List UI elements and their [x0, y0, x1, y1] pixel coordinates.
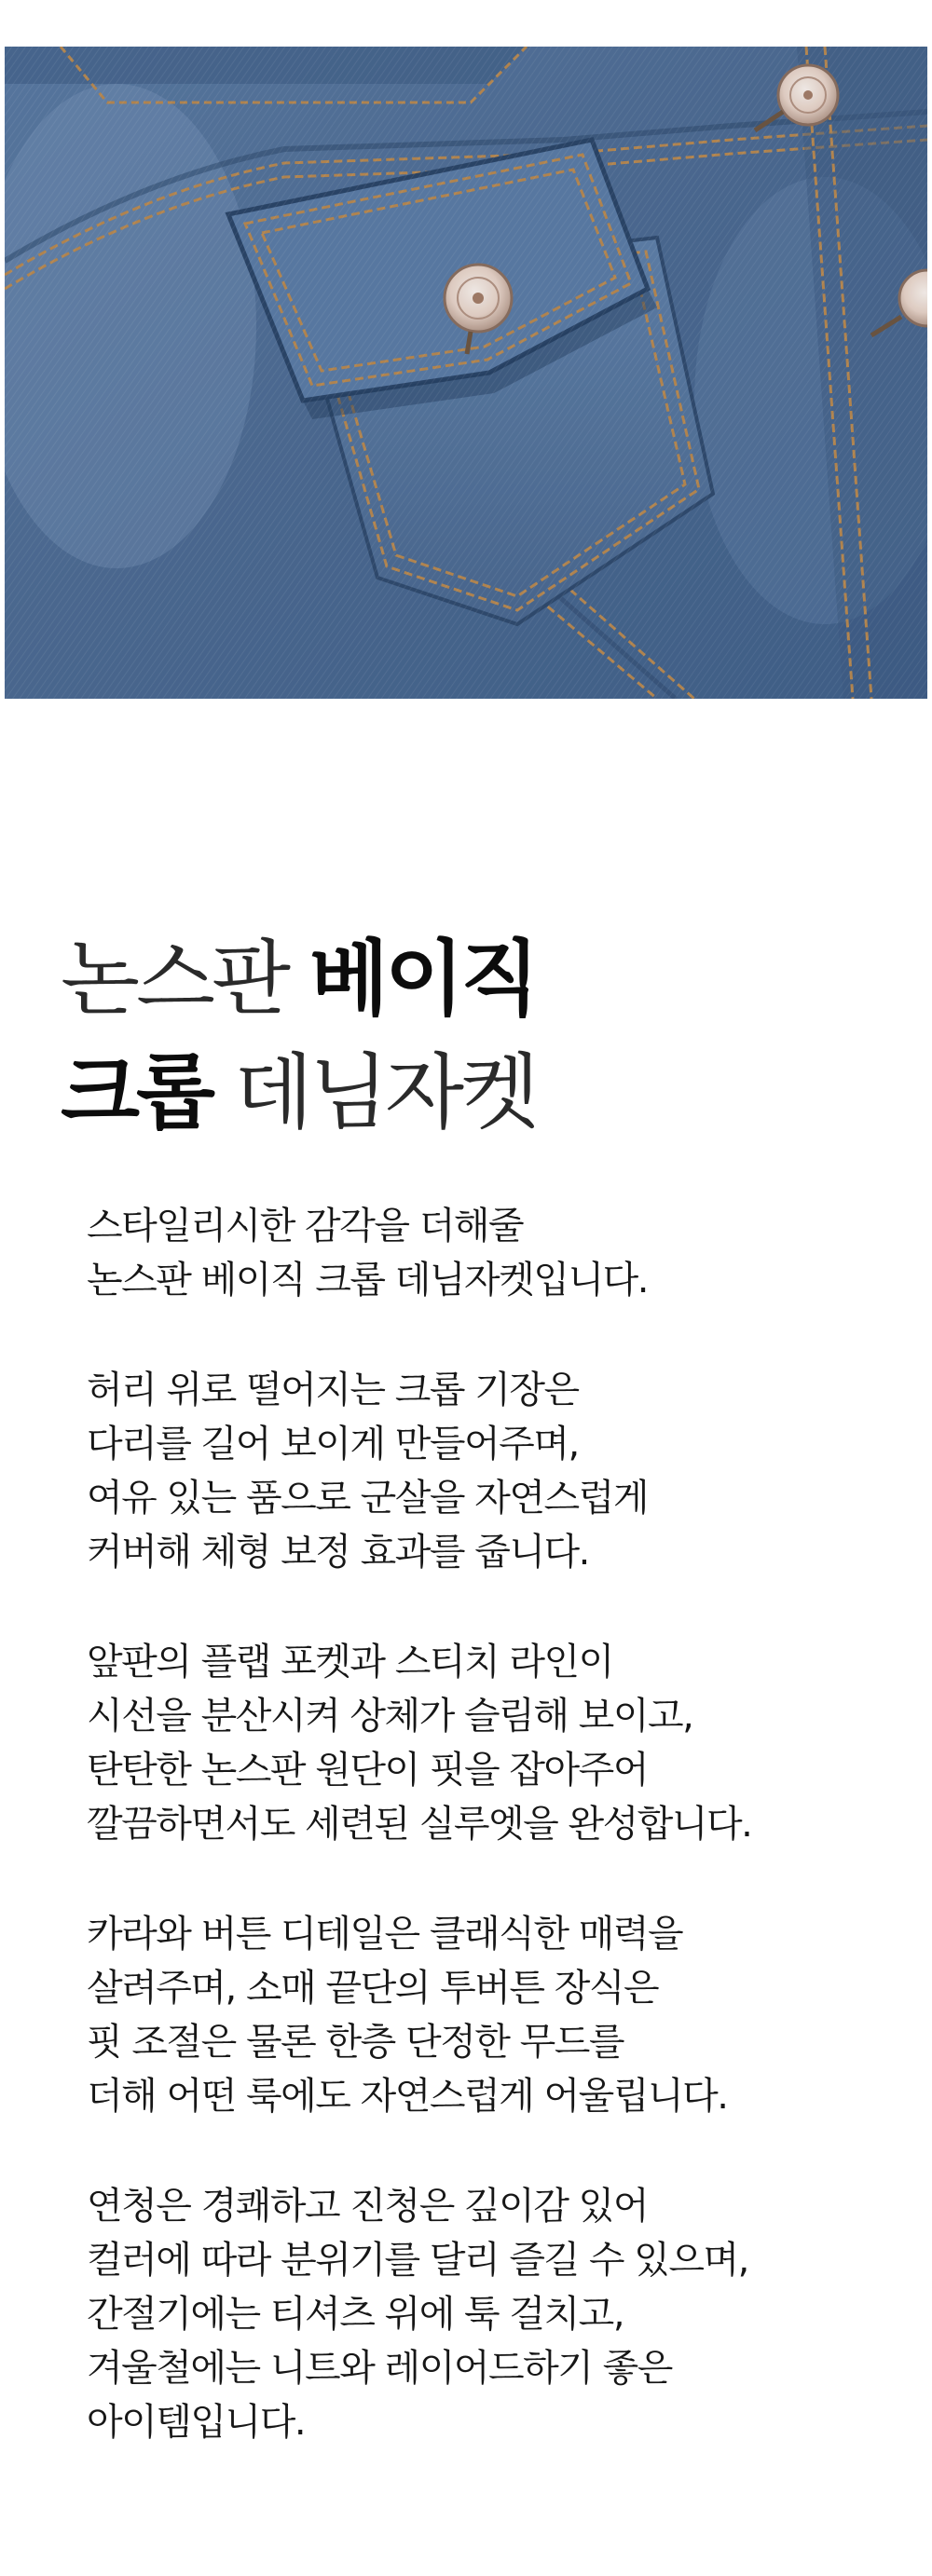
description-paragraph	[87, 1907, 888, 2123]
description-paragraph	[87, 1635, 888, 1851]
description-paragraph	[87, 1199, 888, 1307]
headline-line-1	[61, 931, 536, 1027]
description-line: 핏 조절은 물론 한층 단정한 무드를	[87, 2021, 624, 2064]
product-image	[5, 47, 927, 699]
description-line: 깔끔하면서도 세련된 실루엣을 완성합니다.	[87, 1803, 752, 1846]
description-line: 아이템입니다.	[87, 2401, 306, 2444]
product-description	[87, 1199, 888, 2505]
description-line: 더해 어떤 룩에도 자연스럽게 어울립니다.	[87, 2075, 728, 2118]
headline-basic: 베이직	[309, 931, 537, 1027]
headline-denim-jacket: 데님자켓	[212, 1044, 537, 1140]
description-paragraph	[87, 1363, 888, 1579]
description-line: 연청은 경쾌하고 진청은 깊이감 있어	[87, 2185, 648, 2228]
headline-crop: 크롭	[61, 1044, 212, 1140]
description-line: 겨울철에는 니트와 레이어드하기 좋은	[87, 2347, 672, 2390]
product-headline	[61, 922, 899, 1150]
description-line: 탄탄한 논스판 원단이 핏을 잡아주어	[87, 1749, 648, 1792]
description-line: 시선을 분산시켜 상체가 슬림해 보이고,	[87, 1695, 693, 1738]
description-line: 논스판 베이직 크롭 데님자켓입니다.	[87, 1259, 648, 1302]
description-paragraph	[87, 2179, 888, 2449]
headline-line-2	[61, 1044, 536, 1140]
headline-nonspan: 논스판	[61, 931, 309, 1027]
description-line: 스타일리시한 감각을 더해줄	[87, 1205, 524, 1247]
description-line: 허리 위로 떨어지는 크롭 기장은	[87, 1369, 579, 1411]
denim-jacket-photo	[5, 47, 927, 699]
description-line: 컬러에 따라 분위기를 달리 즐길 수 있으며,	[87, 2239, 748, 2282]
description-line: 여유 있는 품으로 군살을 자연스럽게	[87, 1477, 648, 1520]
description-line: 앞판의 플랩 포켓과 스티치 라인이	[87, 1641, 613, 1683]
description-line: 커버해 체형 보정 효과를 줍니다.	[87, 1531, 589, 1574]
description-line: 살려주며, 소매 끝단의 투버튼 장식은	[87, 1967, 659, 2010]
description-line: 카라와 버튼 디테일은 클래식한 매력을	[87, 1913, 683, 1956]
description-line: 다리를 길어 보이게 만들어주며,	[87, 1423, 579, 1465]
description-line: 간절기에는 티셔츠 위에 툭 걸치고,	[87, 2293, 624, 2336]
